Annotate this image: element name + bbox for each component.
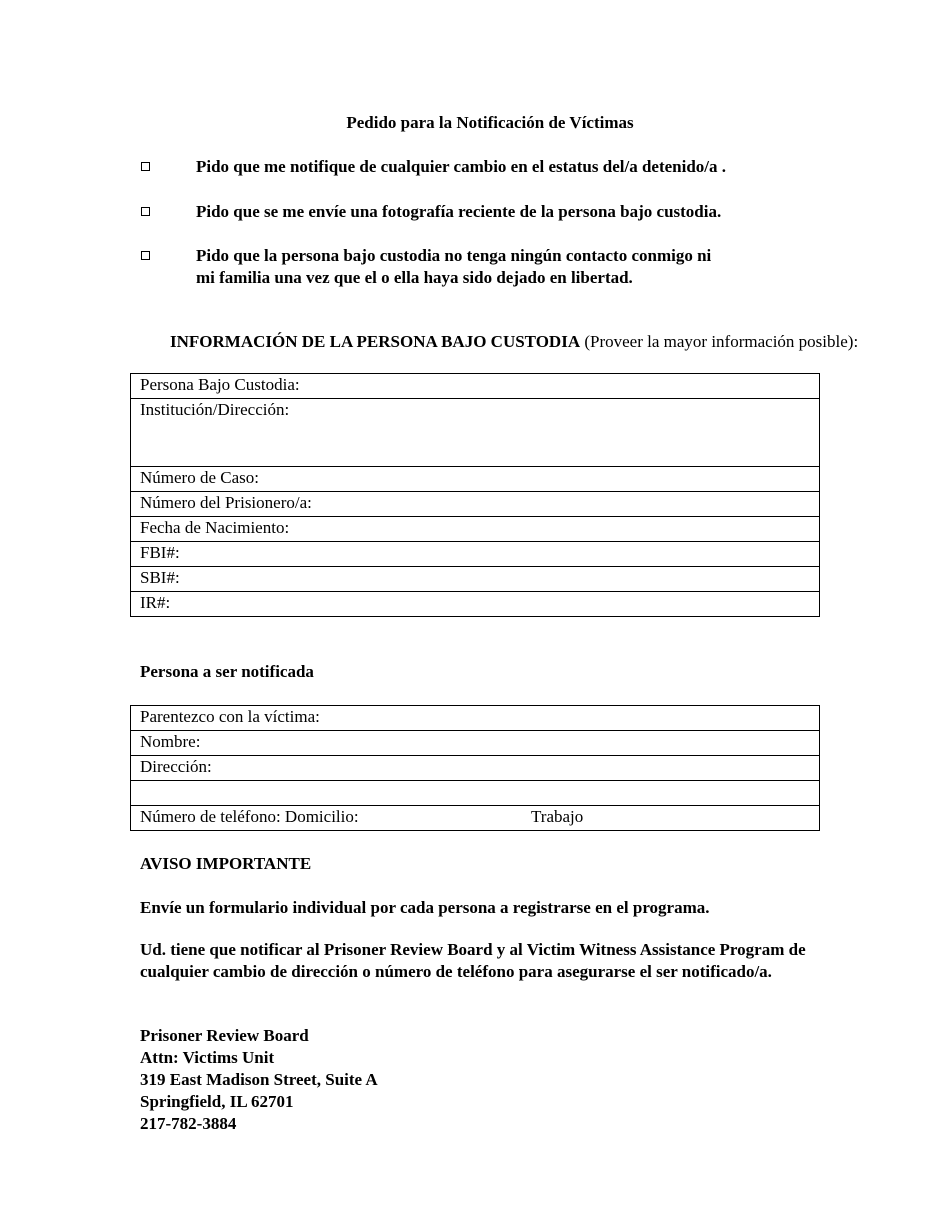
notice-paragraph-1: Envíe un formulario individual por cada persona a registrarse en el programa. xyxy=(140,898,710,917)
notify-table xyxy=(130,705,820,831)
field-name[interactable]: Nombre: xyxy=(131,731,820,756)
phone-work-label: Trabajo xyxy=(531,807,584,826)
table-row xyxy=(131,731,820,756)
field-address-continued[interactable] xyxy=(131,781,820,806)
checkbox-notify-status[interactable] xyxy=(141,162,150,171)
address-line-phone: 217-782-3884 xyxy=(140,1114,237,1133)
table-row xyxy=(131,706,820,731)
field-sbi-number[interactable]: SBI#: xyxy=(131,567,820,592)
request-notify-status-text: Pido que me notifique de cualquier cambio en el estatus del/a detenido/a . xyxy=(196,157,727,176)
field-case-number[interactable]: Número de Caso: xyxy=(131,467,820,492)
checkbox-recent-photo[interactable] xyxy=(141,207,150,216)
notify-heading: Persona a ser notificada xyxy=(140,662,314,681)
table-row xyxy=(131,781,820,806)
address-line-attn: Attn: Victims Unit xyxy=(140,1048,275,1067)
notice-heading: AVISO IMPORTANTE xyxy=(140,854,312,873)
table-row xyxy=(131,592,820,617)
field-birth-date[interactable]: Fecha de Nacimiento: xyxy=(131,517,820,542)
table-row xyxy=(131,399,820,467)
checkbox-no-contact[interactable] xyxy=(141,251,150,260)
address-line-street: 319 East Madison Street, Suite A xyxy=(140,1070,378,1089)
phone-home-label: Número de teléfono: Domicilio: xyxy=(140,807,359,826)
notice-paragraph-2: Ud. tiene que notificar al Prisoner Review Board y al Victim Witness Assistance Program de cualquier cambio de dirección o número de teléfono para asegurarse el ser notificado/a. xyxy=(140,940,806,981)
table-row xyxy=(131,567,820,592)
table-row xyxy=(131,374,820,399)
table-row xyxy=(131,467,820,492)
table-row xyxy=(131,492,820,517)
request-recent-photo-text: Pido que se me envíe una fotografía reciente de la persona bajo custodia. xyxy=(196,202,722,221)
table-row xyxy=(131,517,820,542)
custody-info-heading-title: INFORMACIÓN DE LA PERSONA BAJO CUSTODIA xyxy=(170,332,581,351)
field-institution-address[interactable]: Institución/Dirección: xyxy=(131,399,820,467)
field-address[interactable]: Dirección: xyxy=(131,756,820,781)
field-prisoner-number[interactable]: Número del Prisionero/a: xyxy=(131,492,820,517)
page-title: Pedido para la Notificación de Víctimas xyxy=(346,113,634,132)
address-line-city: Springfield, IL 62701 xyxy=(140,1092,294,1111)
custody-info-heading-note: (Proveer la mayor información posible): xyxy=(584,332,859,351)
field-ir-number[interactable]: IR#: xyxy=(131,592,820,617)
table-row xyxy=(131,542,820,567)
custody-info-table xyxy=(130,373,820,617)
field-fbi-number[interactable]: FBI#: xyxy=(131,542,820,567)
request-no-contact-line2: mi familia una vez que el o ella haya sido dejado en libertad. xyxy=(196,268,633,287)
address-line-org: Prisoner Review Board xyxy=(140,1026,309,1045)
request-no-contact-line1: Pido que la persona bajo custodia no tenga ningún contacto conmigo ni xyxy=(196,246,712,265)
request-no-contact-text xyxy=(196,245,711,289)
field-custody-person[interactable]: Persona Bajo Custodia: xyxy=(131,374,820,399)
table-row xyxy=(131,756,820,781)
table-row xyxy=(131,806,820,831)
mailing-address xyxy=(140,1025,820,1135)
custody-info-heading xyxy=(170,331,870,353)
field-relationship[interactable]: Parentezco con la víctima: xyxy=(131,706,820,731)
field-phone[interactable] xyxy=(131,806,820,831)
